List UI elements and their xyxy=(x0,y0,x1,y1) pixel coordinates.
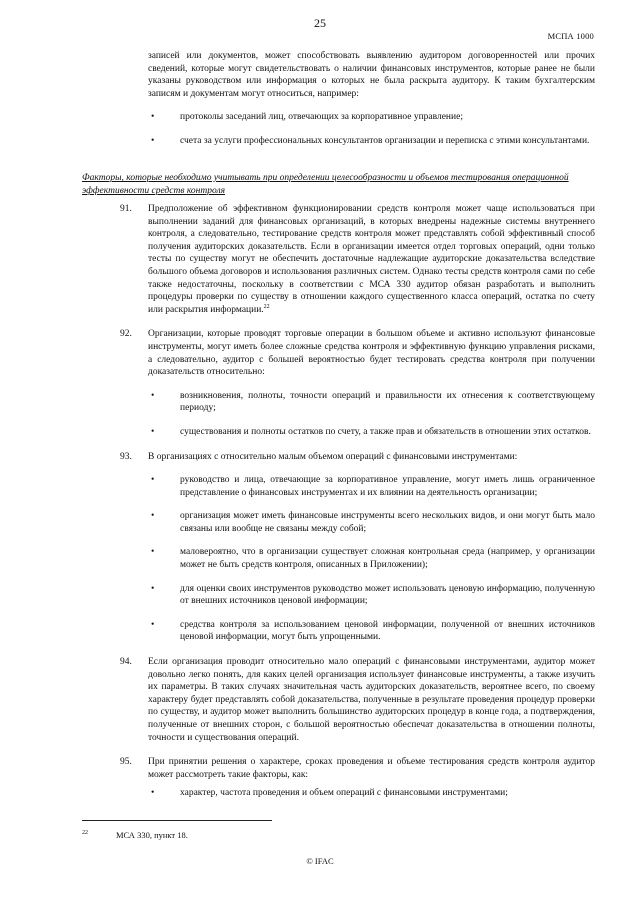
list-item: • характер, частота проведения и объем операций с финансовыми инструментами; xyxy=(151,788,508,799)
paragraph-number: 92. xyxy=(120,329,132,340)
section-heading: Факторы, которые необходимо учитывать при определении целесообразности и объемов тестирования операционной эффективности средств контроля xyxy=(82,173,569,196)
list-item: • маловероятно, что в организации существует сложная контрольная среда (например, у организации может не быть средств контроля, описанных в Приложении); xyxy=(151,547,595,571)
page-number: 25 xyxy=(314,16,326,30)
list-item: • протоколы заседаний лиц, отвечающих за корпоративное управление; xyxy=(151,112,463,123)
paragraph-number: 93. xyxy=(120,451,132,462)
bullet-icon: • xyxy=(151,112,155,123)
bullet-icon: • xyxy=(151,135,155,146)
body-text-top xyxy=(148,50,595,148)
bullet-icon: • xyxy=(151,547,155,558)
list-item: • для оценки своих инструментов руководство может использовать ценовую информацию, полученную от внешних источников ценовой информации; xyxy=(151,583,595,607)
list-item: • возникновения, полноты, точности операций и правильности их отнесения к соответствующему периоду; xyxy=(151,390,595,414)
intro-paragraph: записей или документов, может способствовать выявлению аудитором договоренностей или прочих сведений, которые могут свидетельствовать о наличии финансовых инструментов, которые ранее не были указаны руководством или информация о которых не была раскрыта аудитору. К таким бухгалтерским записям и документам могут относиться, например: xyxy=(148,51,595,99)
paragraph-number: 91. xyxy=(120,204,132,214)
footnote-divider xyxy=(82,820,272,821)
bullet-icon: • xyxy=(151,788,155,799)
bullet-icon: • xyxy=(151,475,155,486)
copyright-footer: © IFAC xyxy=(306,856,334,866)
paragraph-number: 94. xyxy=(120,657,132,668)
list-item: • средства контроля за использованием ценовой информации, полученной от внешних источников ценовой информации, могут быть упрощенными. xyxy=(151,619,595,643)
paragraph-95: 95. При принятии решения о характере, сроках проведения и объеме тестирования средств контроля аудитор может рассмотреть такие факторы, как: xyxy=(120,757,595,780)
body-text-main xyxy=(120,203,595,800)
paragraph-94: 94. Если организация проводит относительно мало операций с финансовыми инструментами, аудитор может довольно легко понять, для каких целей организация использует финансовые инструменты, а также изучить их параметры. В таких случаях значительная часть аудиторских доказательств, вероятнее всего, по своему характеру будет представлять собой доказательства, полученные в результате проведения процедур проверки по существу, и аудитор может выполнить большинство аудиторских процедур в конце года, а подтверждения, полученные от внешних сторон, с большой вероятностью обеспечат доказательства в отношении полноты, точности и существования операций. xyxy=(120,657,595,743)
list-item: • организация может иметь финансовые инструменты всего нескольких видов, и они могут быть мало связаны или вообще не связаны между собой; xyxy=(151,511,595,534)
bullet-icon: • xyxy=(151,583,155,594)
footnote-ref: 22 xyxy=(263,303,270,310)
bullet-icon: • xyxy=(151,426,155,437)
list-item: • руководство и лица, отвечающие за корпоративное управление, могут иметь лишь ограниченное представление о финансовых инструментах и их влиянии на деятельность организации; xyxy=(151,475,595,498)
paragraph-number: 95. xyxy=(120,757,132,768)
bullet-icon: • xyxy=(151,390,155,401)
bullet-icon: • xyxy=(151,619,155,630)
bullet-icon: • xyxy=(151,511,155,522)
footnote-number: 22 xyxy=(82,830,88,836)
list-item: • счета за услуги профессиональных консультантов организации и переписка с этими консультантами. xyxy=(151,135,590,146)
paragraph-93: 93. В организациях с относительно малым объемом операций с финансовыми инструментами: xyxy=(120,451,518,462)
footnote-text: МСА 330, пункт 18. xyxy=(116,830,188,840)
paragraph-92: 92. Организации, которые проводят торговые операции в большом объеме и активно используют финансовые инструменты, могут иметь более сложные средства контроля и эффективную функцию управления рисками, а следовательно, аудитор с большей вероятностью будет тестировать средства контроля при получении доказательств относительно: xyxy=(120,329,595,378)
footnote xyxy=(82,830,188,840)
list-item: • существования и полноты остатков по счету, а также прав и обязательств в отношении этих остатков. xyxy=(151,426,591,437)
standard-label: МСПА 1000 xyxy=(547,31,594,41)
paragraph-91: 91. Предположение об эффективном функционировании средств контроля может чаще использоваться при выполнении заданий для финансовых организаций, в которых внедрены надежные системы внутреннего контроля, а следовательно, тестирование средств контроля может представлять собой эффективный способ получения аудиторских доказательств. Если в организации имеется отдел торговых операций, одни только тесты по существу могут не обеспечить достаточные надлежащие аудиторские доказательства вследствие большого объема договоров и использования различных систем. Однако тесты средств контроля сами по себе также недостаточны, поскольку в соответствии с МСА 330 аудитор обязан разработать и выполнить процедуры проверки по существу в отношении каждого существенного класса операций, остатка по счету или раскрытия информации.$^{22}$ xyxy=(120,204,595,315)
